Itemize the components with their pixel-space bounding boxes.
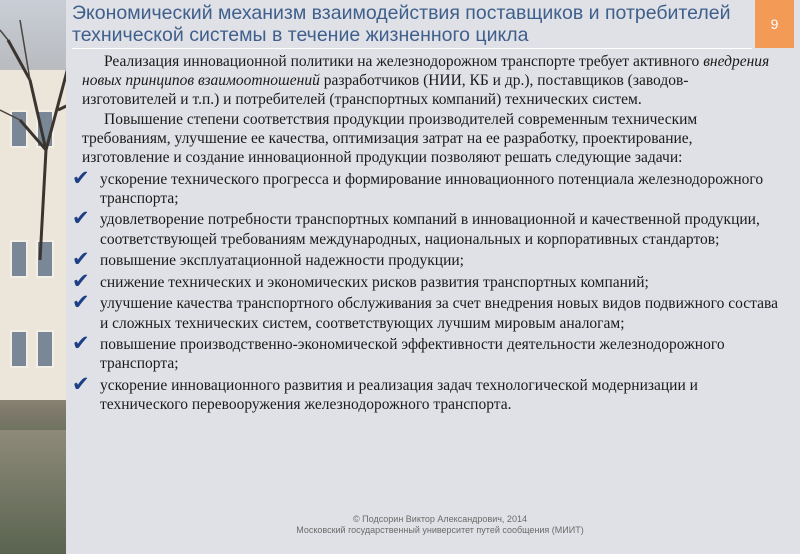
checkmark-icon: ✔ bbox=[72, 165, 90, 190]
footer-copyright: © Подсорин Виктор Александрович, 2014 bbox=[353, 514, 527, 524]
task-item bbox=[72, 290, 782, 332]
emphasis-text: внедрения новых принципов взаимоотношений bbox=[82, 53, 770, 90]
building-window bbox=[10, 330, 28, 368]
task-text: повышение производственно-экономической эффективности деятельности железнодорожного транспорта; bbox=[100, 336, 725, 373]
checkmark-icon: ✔ bbox=[72, 206, 90, 231]
task-text: ускорение технического прогресса и формирование инновационного потенциала железнодорожного транспорта; bbox=[100, 170, 764, 207]
checkmark-icon: ✔ bbox=[72, 371, 90, 396]
slide-footer bbox=[230, 514, 650, 536]
checkmark-icon: ✔ bbox=[72, 268, 90, 293]
paragraph-tasks-lead: Повышение степени соответствия продукции производителей современным техническим требованиям, улучшение ее качества, оптимизация затрат на ее разработку, проектирование, изготовление и создание инновационной продукции позволяют решать следующие задачи: bbox=[82, 110, 698, 167]
task-item bbox=[72, 331, 782, 373]
footer-institution: Московский государственный университет путей сообщения (МИИТ) bbox=[296, 525, 584, 535]
task-text: удовлетворение потребности транспортных компаний в инновационной и качественной продукции, соответствующей требованиям международных, национальных и корпоративных стандартов; bbox=[100, 211, 760, 248]
paragraph-intro bbox=[82, 52, 782, 110]
paragraph-intro-text-end: разработчиков (НИИ, КБ и др.), поставщиков (заводов-изготовителей и т.п.) и потребителей (транспортных компаний) технических систем. bbox=[82, 72, 689, 109]
checkmark-icon: ✔ bbox=[72, 290, 90, 315]
task-item bbox=[72, 371, 782, 414]
task-item bbox=[72, 268, 782, 293]
task-text: снижение технических и экономических рисков развития транспортных компаний; bbox=[100, 273, 649, 291]
building-window bbox=[36, 330, 54, 368]
task-item bbox=[72, 165, 782, 208]
task-text: повышение эксплуатационной надежности продукции; bbox=[100, 252, 464, 270]
slide-title: Экономический механизм взаимодействия поставщиков и потребителей технической системы в течение жизненного цикла bbox=[72, 2, 731, 46]
title-divider bbox=[72, 48, 752, 49]
page-number-badge: 9 bbox=[755, 0, 794, 48]
task-text: ускорение инновационного развития и реализация задач технологической модернизации и технического перевооружения железнодорожного транспорта. bbox=[100, 376, 698, 414]
paragraph-intro-text: Реализация инновационной политики на железнодорожном транспорте требует активного bbox=[104, 53, 704, 70]
task-text: улучшение качества транспортного обслуживания за счет внедрения новых видов подвижного состава и сложных технических систем, соответствующих лучшим мировым аналогам; bbox=[100, 295, 779, 332]
checkmark-icon: ✔ bbox=[72, 331, 90, 356]
checkmark-icon: ✔ bbox=[72, 247, 90, 272]
task-item bbox=[72, 206, 782, 248]
slide-body bbox=[72, 52, 782, 414]
task-list bbox=[72, 165, 782, 415]
task-item bbox=[72, 247, 782, 272]
